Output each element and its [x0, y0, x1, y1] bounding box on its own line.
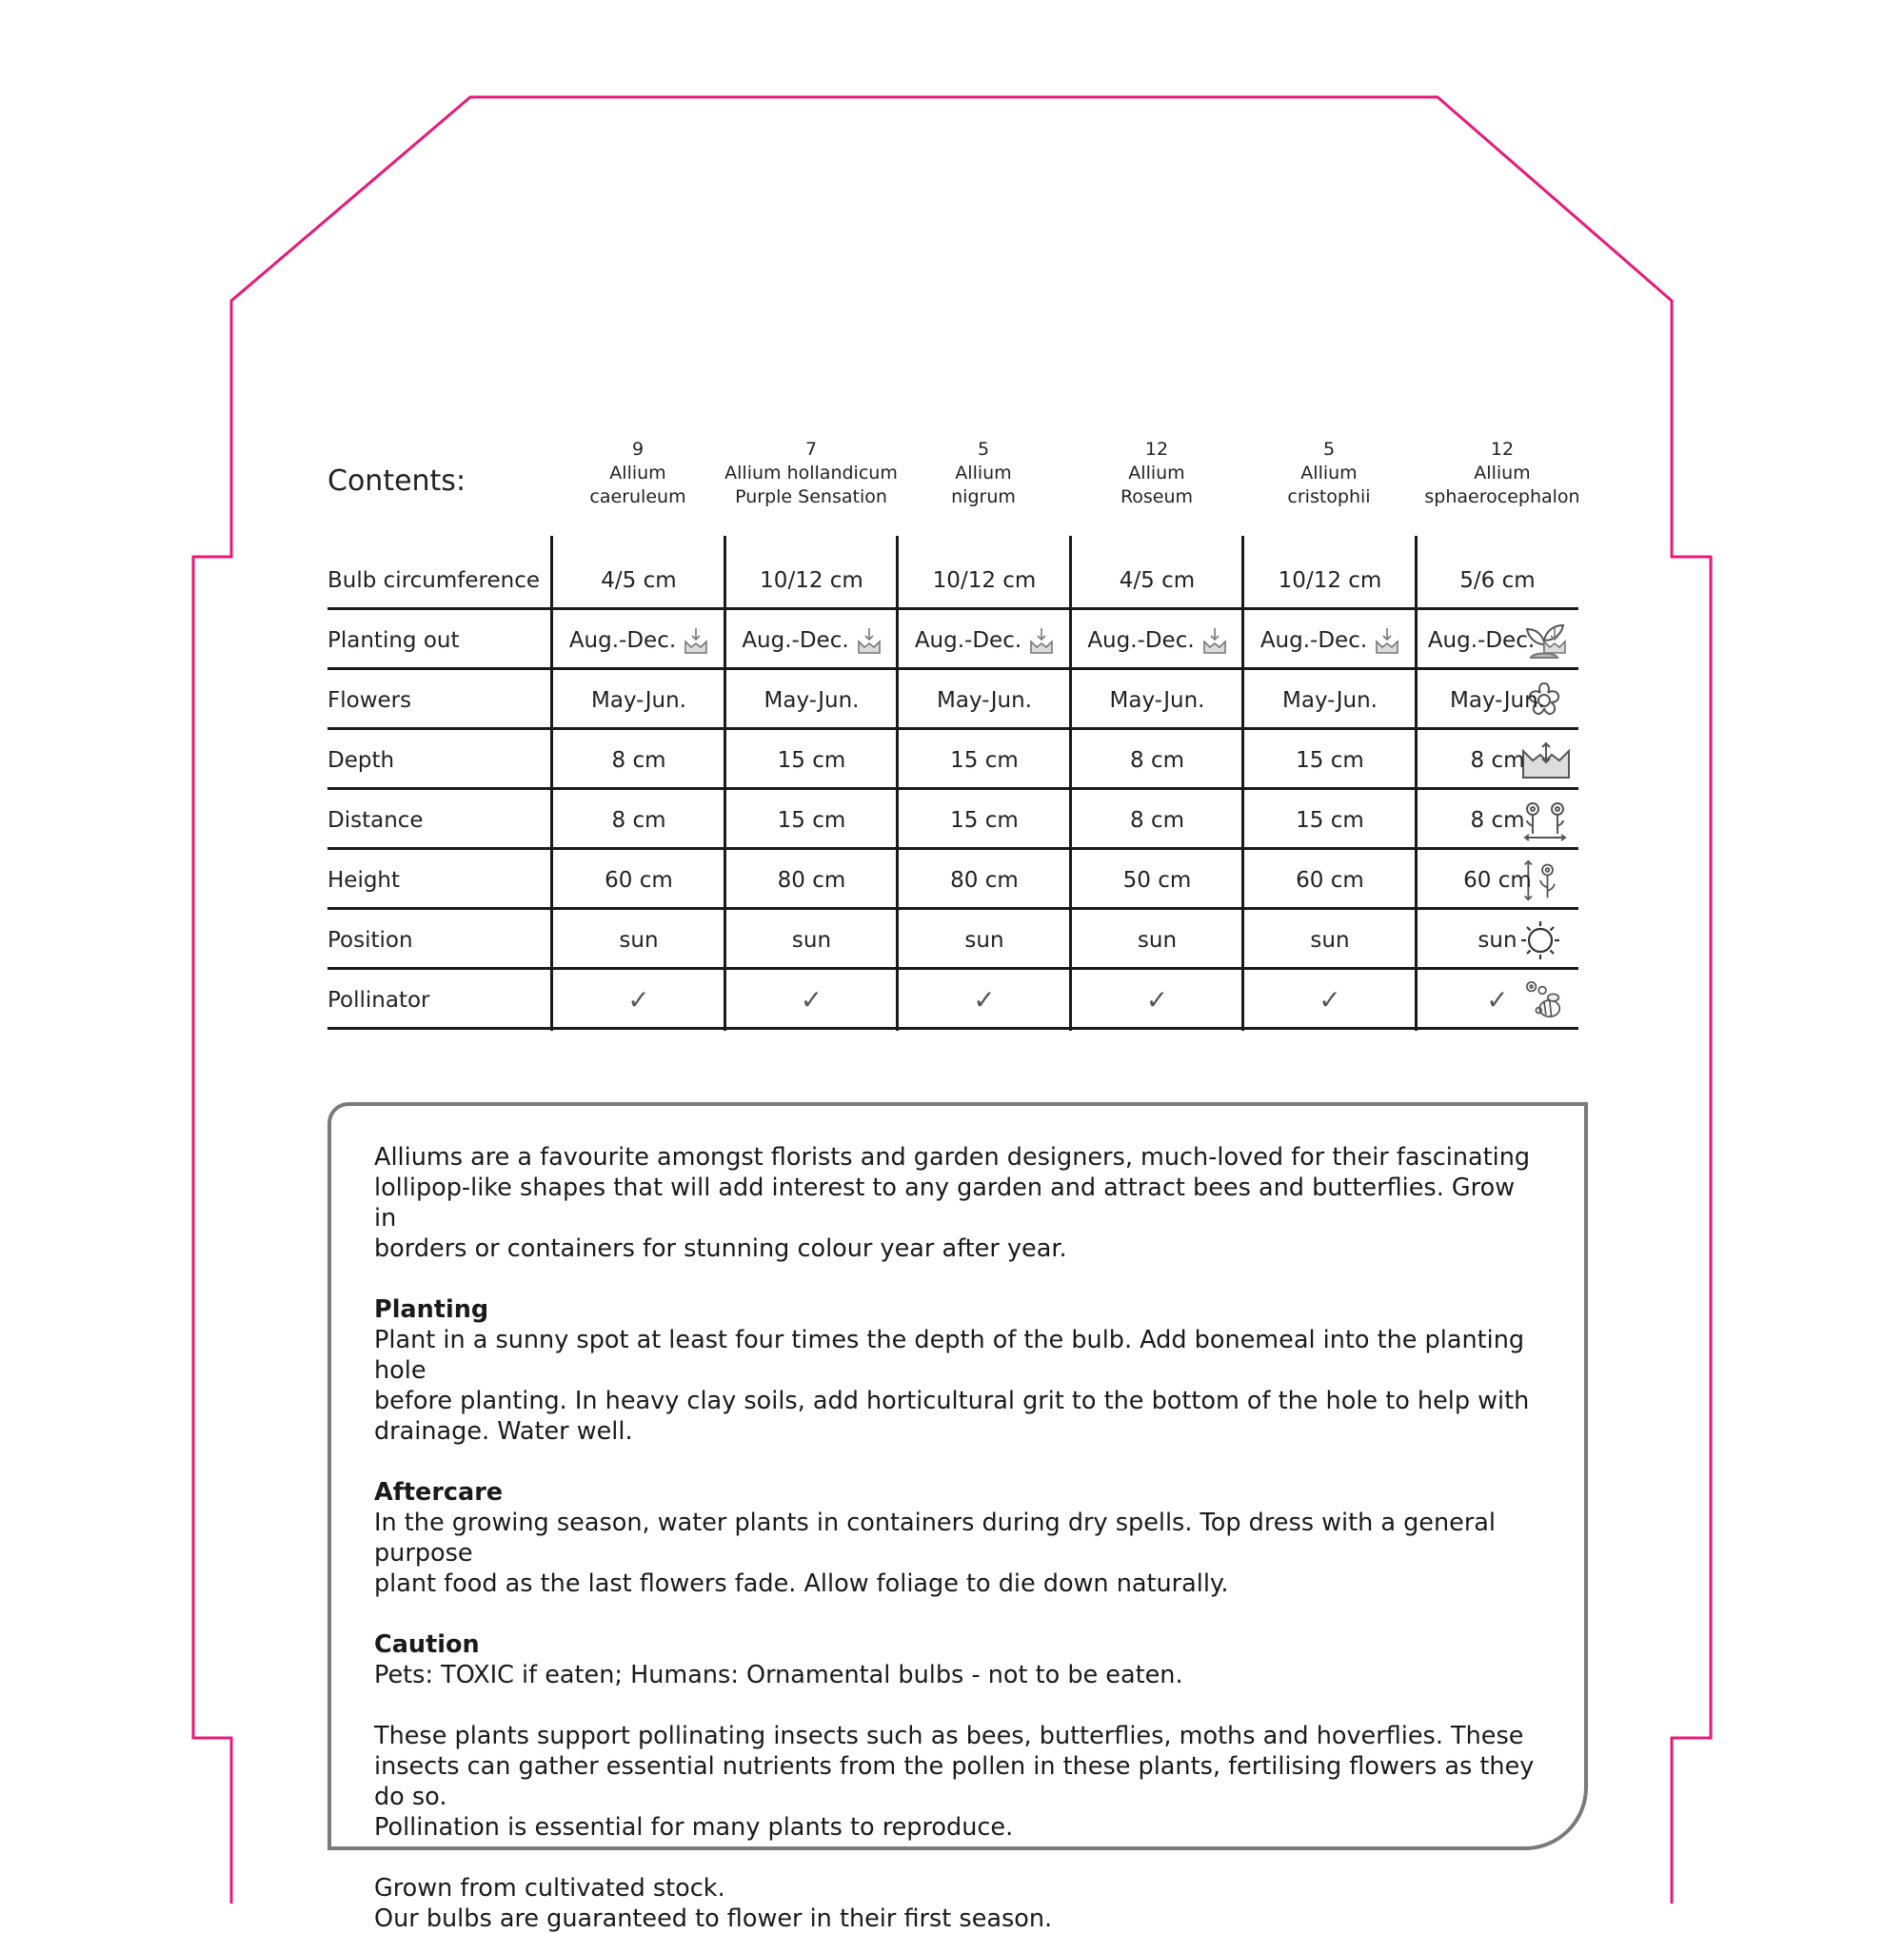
quantity: 12 [1490, 439, 1515, 460]
variety-line2: Purple Sensation [735, 486, 887, 507]
cell-value: 15 cm [1296, 747, 1364, 773]
variety-line2: nigrum [951, 486, 1016, 507]
column-header-sphaerocephalon [1416, 438, 1589, 509]
variety-line1: Allium [1128, 463, 1185, 484]
cell-value: May-Jun. [1282, 687, 1378, 713]
cell-value: 8 cm [611, 807, 666, 833]
variety-line1: Allium [955, 463, 1012, 484]
aftercare-paragraph [374, 1508, 1544, 1599]
cell-value: 8 cm [1470, 807, 1525, 833]
cell-value: 10/12 cm [1278, 567, 1382, 593]
table-row-pollinator [327, 970, 1578, 1030]
pollinator-paragraph [374, 1721, 1544, 1843]
planting-bulb-icon [1375, 626, 1399, 655]
text-line: These plants support pollinating insects such as bees, butterflies, moths and hoverflies. These [374, 1722, 1524, 1750]
planting-bulb-icon [1029, 626, 1054, 655]
planting-heading: Planting [374, 1295, 489, 1324]
table-row-flowers [327, 670, 1578, 730]
cell-planting [1417, 610, 1578, 670]
variety-line1: Allium [1300, 463, 1358, 484]
cell-value: 80 cm [950, 867, 1019, 893]
variety-line1: Allium [609, 463, 666, 484]
cell-check [1071, 970, 1243, 1030]
cell-value: Aug.-Dec. [1087, 627, 1195, 653]
row-label: Distance [327, 807, 424, 833]
row-label: Pollinator [327, 987, 430, 1013]
variety-line2: cristophii [1287, 486, 1371, 507]
cell-value: 10/12 cm [932, 567, 1037, 593]
text-line: Pets: TOXIC if eaten; Humans: Ornamental bulbs - not to be eaten. [374, 1661, 1183, 1689]
text-line: plant food as the last flowers fade. Allow foliage to die down naturally. [374, 1569, 1229, 1598]
planting-paragraph [374, 1325, 1544, 1447]
cell-value: 80 cm [777, 867, 846, 893]
quantity: 12 [1144, 439, 1169, 460]
cell-value: May-Jun. [764, 687, 860, 713]
cell-planting [552, 610, 725, 670]
cell-planting [1243, 610, 1417, 670]
text-line: In the growing season, water plants in containers during dry spells. Top dress with a general purpose [374, 1509, 1497, 1568]
cell-planting [725, 610, 898, 670]
check-icon: ✓ [1486, 984, 1509, 1016]
cell-value: 8 cm [1470, 747, 1525, 773]
cell-value: 8 cm [611, 747, 666, 773]
cell-value: 8 cm [1130, 747, 1184, 773]
cell-value: 4/5 cm [601, 567, 677, 593]
contents-label: Contents: [327, 464, 466, 498]
text-line: Our bulbs are guaranteed to flower in their first season. [374, 1904, 1053, 1933]
text-line: Pollination is essential for many plants to reproduce. [374, 1813, 1014, 1842]
variety-line2: Roseum [1120, 486, 1194, 507]
cell-value: 15 cm [1296, 807, 1364, 833]
text-line: borders or containers for stunning colour year after year. [374, 1234, 1067, 1263]
text-line: insects can gather essential nutrients from the pollen in these plants, fertilising flowers as they do so. [374, 1752, 1535, 1811]
column-header-caeruleum [551, 438, 724, 509]
cell-planting [898, 610, 1071, 670]
planting-bulb-icon [857, 626, 882, 655]
row-label: Depth [327, 747, 395, 773]
table-row-planting-out [327, 610, 1578, 670]
row-label: Flowers [327, 687, 412, 713]
intro-paragraph [374, 1142, 1544, 1264]
table-row-distance [327, 790, 1578, 850]
table-row-bulb-circumference [327, 550, 1578, 610]
text-line: drainage. Water well. [374, 1417, 633, 1446]
cell-value: Aug.-Dec. [742, 627, 849, 653]
quantity: 7 [804, 439, 818, 460]
check-icon: ✓ [973, 984, 996, 1016]
cell-check [552, 970, 725, 1030]
cell-check [898, 970, 1071, 1030]
cell-value: sun [791, 927, 832, 953]
cell-value: May-Jun. [1109, 687, 1205, 713]
table-row-depth [327, 730, 1578, 790]
cell-value: Aug.-Dec. [1427, 627, 1536, 653]
stock-paragraph [374, 1873, 1544, 1934]
cell-value: 10/12 cm [760, 567, 863, 593]
table-row-height [327, 850, 1578, 910]
variety-line2: sphaerocephalon [1424, 486, 1580, 507]
cell-check [725, 970, 898, 1030]
cell-value: sun [964, 927, 1004, 953]
cell-planting [1071, 610, 1243, 670]
cell-value: 15 cm [777, 747, 846, 773]
aftercare-heading: Aftercare [374, 1478, 504, 1507]
cell-value: May-Jun. [1450, 687, 1545, 713]
cell-value: 50 cm [1122, 867, 1192, 893]
caution-heading: Caution [374, 1630, 480, 1659]
cell-value: Aug.-Dec. [1259, 627, 1368, 653]
text-line: Grown from cultivated stock. [374, 1874, 725, 1903]
description-box [327, 1102, 1588, 1933]
row-label: Position [327, 927, 413, 953]
cell-value: 8 cm [1130, 807, 1184, 833]
column-header-nigrum [897, 438, 1070, 509]
column-header-roseum [1070, 438, 1243, 509]
cell-value: 15 cm [950, 747, 1019, 773]
check-icon: ✓ [627, 984, 650, 1016]
row-label: Planting out [327, 627, 460, 653]
cell-check [1417, 970, 1578, 1030]
cell-value: Aug.-Dec. [568, 627, 677, 653]
cell-value: 60 cm [1463, 867, 1532, 893]
row-label: Height [327, 867, 401, 893]
planting-bulb-icon [1542, 626, 1567, 655]
text-line: Plant in a sunny spot at least four times the depth of the bulb. Add bonemeal into the planting hole [374, 1326, 1525, 1385]
cell-value: 5/6 cm [1459, 567, 1536, 593]
cell-value: sun [619, 927, 659, 953]
cell-value: sun [1478, 927, 1517, 953]
check-icon: ✓ [800, 984, 823, 1016]
caution-paragraph [374, 1660, 1544, 1690]
variety-line2: caeruleum [589, 486, 686, 507]
cell-value: sun [1310, 927, 1350, 953]
planting-bulb-icon [684, 626, 708, 655]
cell-value: 15 cm [777, 807, 846, 833]
cell-value: 60 cm [605, 867, 673, 893]
cell-value: sun [1137, 927, 1178, 953]
column-header-cristophii [1242, 438, 1416, 509]
table-row-position [327, 910, 1578, 970]
cell-value: 4/5 cm [1119, 567, 1196, 593]
check-icon: ✓ [1145, 984, 1169, 1016]
cell-value: 60 cm [1296, 867, 1364, 893]
cell-check [1243, 970, 1417, 1030]
quantity: 5 [1322, 439, 1336, 460]
cell-value: Aug.-Dec. [914, 627, 1022, 653]
check-icon: ✓ [1319, 984, 1341, 1016]
column-header-purple-sensation [724, 438, 898, 509]
cell-value: May-Jun. [937, 687, 1032, 713]
text-line: Alliums are a favourite amongst florists and garden designers, much-loved for their fascinating [374, 1143, 1531, 1172]
text-line: lollipop-like shapes that will add interest to any garden and attract bees and butterflies. Grow in [374, 1174, 1516, 1233]
planting-bulb-icon [1202, 626, 1227, 655]
variety-line1: Allium [1474, 463, 1531, 484]
variety-line1: Allium hollandicum [724, 463, 898, 484]
cell-value: 15 cm [950, 807, 1019, 833]
quantity: 5 [977, 439, 990, 460]
cell-value: May-Jun. [591, 687, 686, 713]
row-label: Bulb circumference [327, 567, 540, 593]
quantity: 9 [631, 439, 645, 460]
text-line: before planting. In heavy clay soils, add horticultural grit to the bottom of the hole to help with [374, 1387, 1530, 1415]
